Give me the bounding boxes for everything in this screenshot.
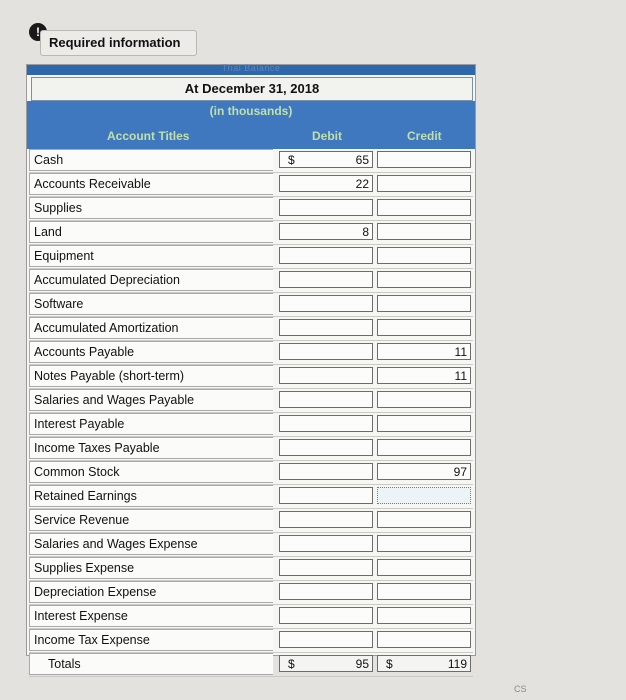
credit-input[interactable] [377,415,471,432]
account-title: Cash [34,153,64,167]
statement-title: Trial Balance [221,63,281,73]
account-title: Accounts Receivable [34,177,151,191]
table-row [29,461,473,485]
account-title: Accumulated Amortization [34,321,179,335]
account-title: Service Revenue [34,513,130,527]
statement-title-band [27,65,475,75]
debit-input[interactable] [279,511,373,528]
account-title: Notes Payable (short-term) [34,369,185,383]
credit-input[interactable] [377,535,471,552]
debit-input[interactable] [279,199,373,216]
account-title: Supplies Expense [34,561,135,575]
credit-value: 11 [454,369,467,383]
units-caption: (in thousands) [209,104,293,118]
table-row [29,341,473,365]
account-title-cell[interactable] [29,413,273,435]
account-title-cell[interactable] [29,389,273,411]
account-title-cell[interactable] [29,437,273,459]
debit-input[interactable] [279,367,373,384]
total-credit[interactable] [377,655,471,672]
account-title-cell[interactable] [29,557,273,579]
account-title: Income Taxes Payable [34,441,160,455]
account-title-cell[interactable] [29,485,273,507]
account-title-cell[interactable] [29,509,273,531]
table-row [29,629,473,653]
table-row [29,221,473,245]
table-row [29,605,473,629]
account-title: Retained Earnings [34,489,137,503]
debit-input[interactable] [279,487,373,504]
account-title: Accounts Payable [34,345,135,359]
account-title-cell[interactable] [29,581,273,603]
table-row [29,557,473,581]
debit-input[interactable] [279,175,373,192]
totals-title-cell [29,653,273,675]
table-row [29,413,473,437]
credit-input[interactable] [377,151,471,168]
debit-value: 8 [362,225,369,239]
debit-input[interactable] [279,319,373,336]
credit-input[interactable] [377,223,471,240]
table-row [29,485,473,509]
credit-input[interactable] [377,391,471,408]
debit-input[interactable] [279,223,373,240]
table-row [29,245,473,269]
account-title: Income Tax Expense [34,633,150,647]
account-title-cell[interactable] [29,149,273,171]
account-title-cell[interactable] [29,533,273,555]
debit-input[interactable] [279,295,373,312]
total-credit-dollar-sign: $ [386,657,393,671]
table-row [29,365,473,389]
table-row [29,389,473,413]
account-title-cell[interactable] [29,341,273,363]
table-row [29,317,473,341]
credit-input[interactable] [377,295,471,312]
account-title-cell[interactable] [29,365,273,387]
credit-input[interactable] [377,559,471,576]
account-title-cell[interactable] [29,461,273,483]
credit-input[interactable] [377,271,471,288]
totals-row [29,653,473,677]
account-title: Land [34,225,62,239]
account-title: Interest Expense [34,609,128,623]
account-title: Supplies [34,201,82,215]
account-title-cell[interactable] [29,269,273,291]
credit-input[interactable] [377,439,471,456]
debit-input[interactable] [279,463,373,480]
account-title-cell[interactable] [29,317,273,339]
account-title: Equipment [34,249,94,263]
debit-input[interactable] [279,247,373,264]
credit-value: 11 [454,345,467,359]
table-row [29,533,473,557]
table-row [29,581,473,605]
account-title: Salaries and Wages Payable [34,393,195,407]
table-row [29,173,473,197]
required-information-tab[interactable] [40,30,197,56]
debit-input[interactable] [279,415,373,432]
total-credit-value: 119 [447,657,467,671]
credit-input[interactable] [377,367,471,384]
debit-input[interactable] [279,151,373,168]
required-information-label: Required information [49,35,181,50]
credit-input[interactable] [377,607,471,624]
debit-input[interactable] [279,343,373,360]
column-credit: Credit [407,129,442,143]
debit-input[interactable] [279,271,373,288]
account-title: Depreciation Expense [34,585,157,599]
account-title: Accumulated Depreciation [34,273,180,287]
table-row [29,197,473,221]
table-row [29,293,473,317]
credit-input[interactable] [377,631,471,648]
credit-input[interactable] [377,583,471,600]
debit-input[interactable] [279,631,373,648]
table-row [29,269,473,293]
debit-input[interactable] [279,391,373,408]
debit-value: 22 [355,177,369,191]
statement-date: At December 31, 2018 [31,77,473,101]
watermark-mark: CS [514,684,527,694]
table-row [29,437,473,461]
credit-input[interactable] [377,487,471,504]
column-account-titles: Account Titles [107,129,190,143]
account-title: Salaries and Wages Expense [34,537,198,551]
totals-label: Totals [48,657,81,671]
account-title: Common Stock [34,465,120,479]
table-row [29,509,473,533]
account-title-cell[interactable] [29,173,273,195]
account-title: Interest Payable [34,417,125,431]
credit-input[interactable] [377,319,471,336]
total-debit-dollar-sign: $ [288,657,295,671]
debit-input[interactable] [279,535,373,552]
debit-input[interactable] [279,439,373,456]
account-title-cell[interactable] [29,245,273,267]
credit-input[interactable] [377,199,471,216]
account-title-cell[interactable] [29,293,273,315]
debit-value: 65 [355,153,369,167]
credit-input[interactable] [377,463,471,480]
credit-input[interactable] [377,175,471,192]
credit-input[interactable] [377,247,471,264]
account-title-cell[interactable] [29,605,273,627]
account-title-cell[interactable] [29,629,273,651]
column-debit: Debit [312,129,342,143]
alert-icon: ! [29,23,47,41]
column-header [27,101,475,149]
total-debit-value: 95 [355,657,369,671]
total-debit[interactable] [279,655,373,672]
table-row [29,149,473,173]
account-rows [29,149,473,677]
account-title: Software [34,297,84,311]
account-title-cell[interactable] [29,221,273,243]
debit-dollar-sign: $ [288,153,295,167]
credit-input[interactable] [377,343,471,360]
trial-balance-table [26,63,476,671]
debit-input[interactable] [279,607,373,624]
credit-input[interactable] [377,511,471,528]
debit-input[interactable] [279,583,373,600]
credit-value: 97 [453,465,467,479]
debit-input[interactable] [279,559,373,576]
account-title-cell[interactable] [29,197,273,219]
